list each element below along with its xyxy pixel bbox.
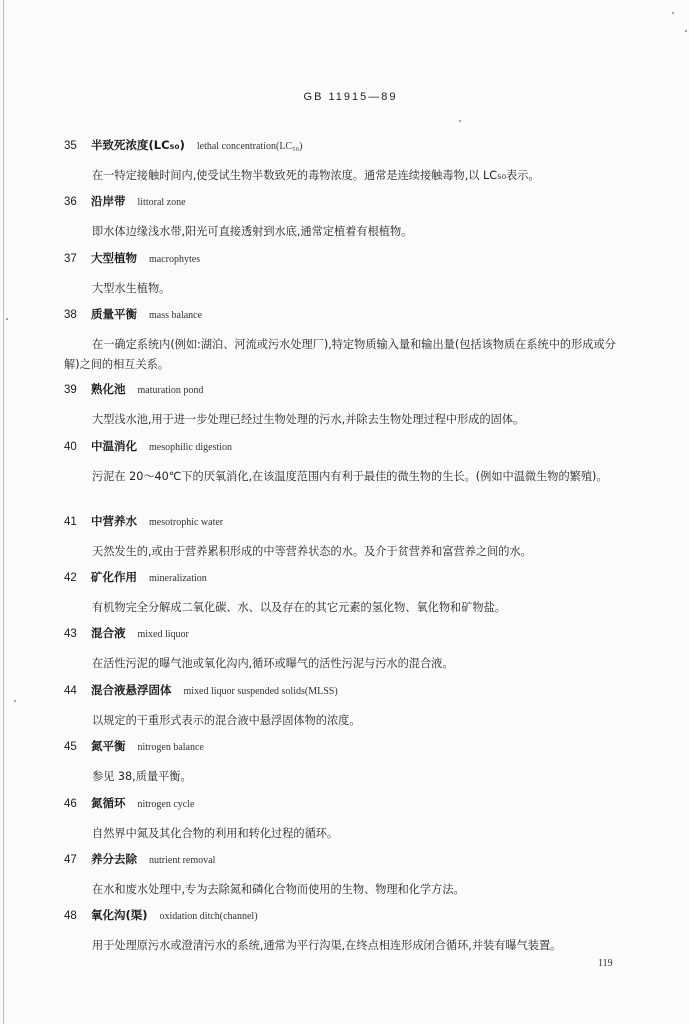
term-definition: 用于处理原污水或澄清污水的系统,通常为平行沟渠,在终点相连形成闭合循环,并装有曝气装置。 [92, 939, 562, 953]
scan-speck [6, 318, 8, 320]
scan-speck [685, 30, 687, 32]
term-number: 40 [64, 440, 77, 453]
term-chinese: 质量平衡 [91, 307, 137, 322]
term-heading [64, 382, 203, 398]
standard-code-header: GB 11915—89 [303, 91, 398, 103]
term-definition: 在水和废水处理中,专为去除氮和磷化合物而使用的生物、物理和化学方法。 [92, 882, 465, 896]
term-number: 37 [64, 252, 77, 265]
term-entry [0, 900, 689, 956]
scan-edge-line [3, 0, 4, 1024]
term-english: mesophilic digestion [149, 441, 233, 453]
term-entry [0, 431, 689, 506]
term-english: nitrogen balance [137, 742, 204, 754]
term-definition: 在一特定接触时间内,使受试生物半数致死的毒物浓度。通常是连续接触毒物,以 LC₅₀表示。 [92, 169, 540, 182]
scan-speck [672, 12, 674, 14]
term-chinese: 氮循环 [91, 795, 126, 810]
term-english: oxidation ditch(channel) [159, 911, 258, 923]
term-list [0, 130, 689, 957]
term-english: mass balance [149, 310, 203, 322]
term-chinese: 中温消化 [91, 438, 137, 453]
term-definition: 即水体边缘浅水带,阳光可直接透射到水底,通常定植着有根植物。 [92, 225, 413, 239]
term-entry [0, 675, 689, 731]
term-entry [0, 506, 689, 562]
term-english: macrophytes [149, 253, 201, 265]
term-chinese: 氧化沟(渠) [91, 908, 148, 923]
term-english: maturation pond [137, 385, 204, 397]
term-number: 38 [64, 309, 77, 322]
term-heading [64, 439, 232, 455]
term-heading [64, 908, 258, 924]
term-heading [64, 251, 200, 267]
term-english: mixed liquor [137, 629, 189, 641]
term-heading [64, 739, 204, 755]
term-heading [64, 852, 215, 868]
term-entry [0, 243, 689, 299]
term-number: 45 [64, 741, 77, 754]
term-number: 48 [64, 910, 77, 923]
term-definition: 大型水生植物。 [92, 281, 171, 295]
term-english: nitrogen cycle [137, 798, 195, 810]
term-entry [0, 130, 689, 186]
term-entry [0, 186, 689, 242]
term-number: 35 [64, 140, 77, 152]
term-definition: 在一确定系统内(例如:湖泊、河流或污水处理厂),特定物质输入量和输出量(包括该物质在系统中的形成或分解)之间的相互关系。 [64, 338, 616, 372]
term-english: mixed liquor suspended solids(MLSS) [183, 685, 338, 697]
term-entry [0, 788, 689, 844]
term-heading [64, 626, 189, 642]
term-number: 39 [64, 384, 77, 397]
term-number: 43 [64, 628, 77, 641]
term-entry [0, 844, 689, 900]
term-heading [64, 138, 302, 154]
term-english: lethal concentration(LC₅₀) [196, 141, 303, 152]
term-chinese: 半致死浓度(LC₅₀) [91, 138, 185, 152]
term-chinese: 养分去除 [91, 851, 137, 866]
term-number: 41 [64, 515, 77, 528]
term-definition: 在活性污泥的曝气池或氧化沟内,循环或曝气的活性污泥与污水的混合液。 [92, 657, 454, 671]
term-heading [64, 307, 202, 323]
term-chinese: 中营养水 [91, 513, 137, 528]
term-definition: 天然发生的,或由于营养累积形成的中等营养状态的水。及介于贫营养和富营养之间的水。 [92, 544, 532, 558]
term-definition: 自然界中氮及其化合物的利用和转化过程的循环。 [92, 826, 339, 840]
term-heading [64, 683, 338, 699]
term-chinese: 混合液悬浮固体 [91, 682, 172, 697]
term-entry [0, 562, 689, 618]
term-number: 36 [64, 196, 77, 209]
term-entry [0, 299, 689, 374]
term-chinese: 氮平衡 [91, 739, 126, 754]
term-heading [64, 194, 186, 210]
term-entry [0, 374, 689, 430]
term-heading [64, 570, 207, 586]
term-english: nutrient removal [149, 854, 216, 866]
term-entry [0, 731, 689, 787]
term-number: 44 [64, 684, 77, 697]
term-number: 46 [64, 797, 77, 810]
term-english: littoral zone [137, 197, 186, 209]
page-number: 119 [598, 958, 613, 969]
term-definition: 大型浅水池,用于进一步处理已经过生物处理的污水,并除去生物处理过程中形成的固体。 [92, 413, 525, 427]
term-chinese: 混合液 [91, 626, 126, 641]
term-chinese: 矿化作用 [91, 569, 137, 584]
term-definition: 参见 38,质量平衡。 [92, 770, 192, 784]
term-definition: 以规定的干重形式表示的混合液中悬浮固体物的浓度。 [92, 713, 361, 727]
term-chinese: 大型植物 [91, 250, 137, 265]
term-entry [0, 618, 689, 674]
term-heading [64, 514, 223, 530]
scan-speck [14, 700, 16, 702]
term-number: 42 [64, 571, 77, 584]
term-chinese: 熟化池 [91, 382, 126, 397]
term-definition: 有机物完全分解成二氧化碳、水、以及存在的其它元素的氢化物、氧化物和矿物盐。 [92, 600, 506, 614]
term-chinese: 沿岸带 [91, 194, 126, 209]
term-number: 47 [64, 853, 77, 866]
term-english: mesotrophic water [149, 516, 224, 528]
term-english: mineralization [149, 572, 207, 584]
scan-speck [459, 120, 461, 122]
term-heading [64, 796, 194, 812]
term-definition: 污泥在 20～40℃下的厌氧消化,在该温度范围内有利于最佳的微生物的生长。(例如中温微生物的繁殖)。 [92, 469, 608, 483]
